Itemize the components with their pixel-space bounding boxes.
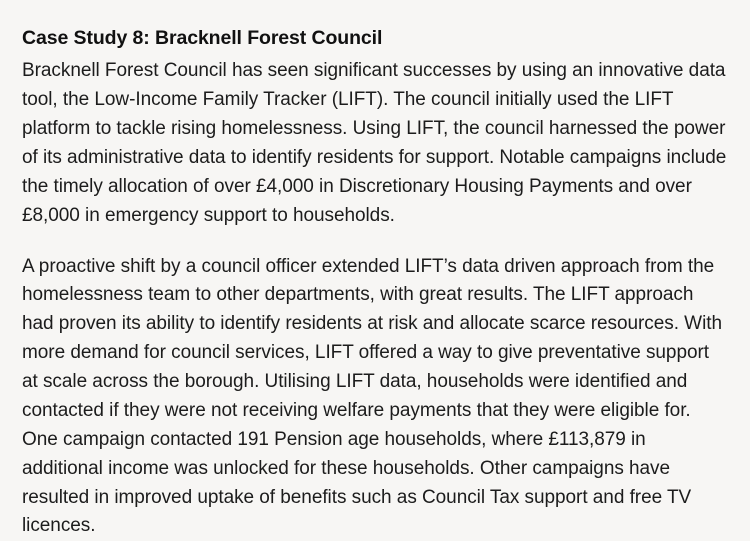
case-study-title: Case Study 8: Bracknell Forest Council bbox=[22, 27, 383, 49]
case-study-paragraph-2: A proactive shift by a council officer extended LIFT’s data driven approach from the homelessness team to other departments, with great results. The LIFT approach had proven its ability to identify residents at risk and allocate scarce resources. With more demand for council services, LIFT offered a way to give preventative support at scale across the borough. Utilising LIFT data, households were identified and contacted if they were not receiving welfare payments that they were eligible for. One campaign contacted 191 Pension age households, where £113,879 in additional income was unlocked for these households. Other campaigns have resulted in improved uptake of benefits such as Council Tax support and free TV licences. bbox=[22, 255, 722, 537]
case-study-paragraph-1: Bracknell Forest Council has seen significant successes by using an innovative data tool, the Low-Income Family Tracker (LIFT). The council initially used the LIFT platform to tackle rising homelessness. Using LIFT, the council harnessed the power of its administrative data to identify residents for support. Notable campaigns include the timely allocation of over £4,000 in Discretionary Housing Payments and over £8,000 in emergency support to households. bbox=[22, 60, 727, 226]
